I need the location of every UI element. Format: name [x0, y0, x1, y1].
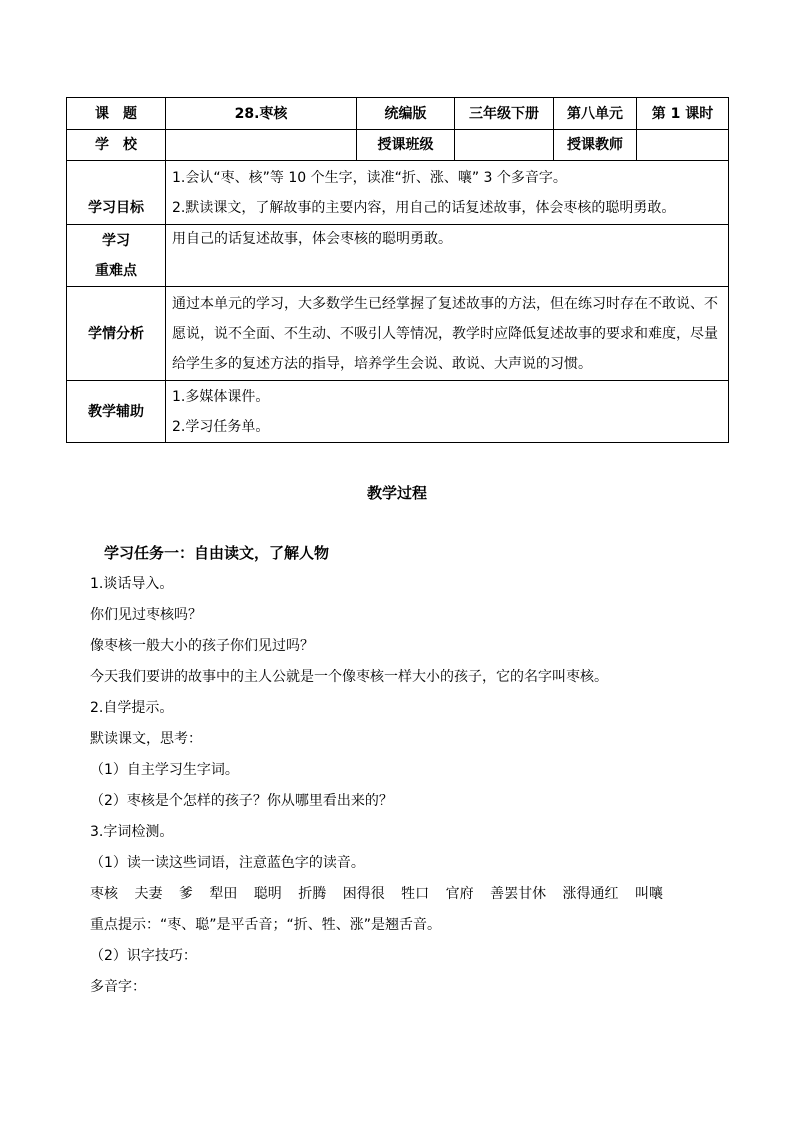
class-value [455, 130, 554, 161]
school-value [166, 130, 357, 161]
vocab-word: 官府 [445, 886, 474, 902]
aids-label: 教学辅助 [67, 381, 166, 443]
table-row-aids [67, 381, 729, 443]
unit-cell: 第八单元 [554, 98, 637, 130]
analysis-content [166, 287, 729, 381]
aids-content [166, 381, 729, 443]
analysis-label: 学情分析 [67, 287, 166, 381]
goal-item: 1.会认“枣、核”等 10 个生字，读准“折、涨、嚷” 3 个多音字。 [172, 169, 567, 186]
paragraph: 像枣核一般大小的孩子你们见过吗？ [90, 638, 314, 654]
aid-item: 2.学习任务单。 [172, 418, 270, 435]
key-points-label [67, 225, 166, 287]
process-title: 教学过程 [366, 484, 427, 502]
vocab-word: 涨得通红 [562, 886, 619, 902]
table-row-title [67, 98, 729, 130]
paragraph: 3.字词检测。 [90, 824, 174, 840]
analysis-line: 通过本单元的学习，大多数学生已经掌握了复述故事的方法，但在练习时存在不敢说、不 [172, 295, 718, 312]
paragraph: 重点提示：“枣、聪”是平舌音；“折、牲、涨”是翘舌音。 [90, 917, 442, 933]
key-points-text: 用自己的话复述故事，体会枣核的聪明勇敢。 [166, 225, 729, 287]
paragraph: （2）枣核是个怎样的孩子？你从哪里看出来的？ [90, 793, 393, 809]
paragraph: （2）识字技巧： [90, 948, 197, 964]
aid-item: 1.多媒体课件。 [172, 388, 270, 405]
task-heading: 学习任务一：自由读文，了解人物 [104, 544, 330, 562]
vocab-word: 牲口 [401, 886, 430, 902]
paragraph: 多音字： [90, 979, 146, 995]
key-points-label-line2: 重难点 [95, 262, 137, 279]
vocab-word: 困得很 [342, 886, 385, 902]
teacher-label: 授课教师 [554, 130, 637, 161]
lesson-title: 28.枣核 [166, 98, 357, 130]
paragraph: （1）读一读这些词语，注意蓝色字的读音。 [90, 855, 365, 871]
analysis-line: 愿说，说不全面、不生动、不吸引人等情况，教学时应降低复述故事的要求和难度，尽量 [172, 325, 718, 342]
lesson-info-table [66, 97, 729, 443]
paragraph: 今天我们要讲的故事中的主人公就是一个像枣核一样大小的孩子，它的名字叫枣核。 [90, 669, 608, 685]
table-row-analysis [67, 287, 729, 381]
grade-cell: 三年级下册 [455, 98, 554, 130]
paragraph: （1）自主学习生字词。 [90, 762, 239, 778]
vocab-word: 枣核 [90, 886, 118, 902]
school-label: 学 校 [67, 130, 166, 161]
vocab-word: 折腾 [298, 886, 327, 902]
vocab-word: 爹 [178, 886, 193, 902]
goals-label: 学习目标 [67, 161, 166, 225]
analysis-line: 给学生多的复述方法的指导，培养学生会说、敢说、大声说的习惯。 [172, 355, 592, 372]
goals-content [166, 161, 729, 225]
goal-item: 2.默读课文，了解故事的主要内容，用自己的话复述故事，体会枣核的聪明勇敢。 [172, 199, 676, 216]
class-label: 授课班级 [357, 130, 455, 161]
edition-cell: 统编版 [357, 98, 455, 130]
table-row-key-points [67, 225, 729, 287]
paragraph: 你们见过枣核吗？ [90, 607, 202, 623]
vocab-word: 善罢甘休 [490, 886, 547, 902]
key-points-label-line1: 学习 [102, 232, 130, 249]
table-row-school [67, 130, 729, 161]
vocab-word: 聪明 [253, 886, 282, 902]
teacher-value [637, 130, 729, 161]
topic-label: 课 题 [67, 98, 166, 130]
table-row-goals [67, 161, 729, 225]
paragraph: 默读课文，思考： [90, 731, 202, 747]
vocab-word: 犁田 [209, 886, 238, 902]
vocabulary-list [90, 879, 730, 910]
vocab-word: 叫嚷 [634, 886, 663, 902]
process-body [90, 538, 730, 1003]
paragraph: 2.自学提示。 [90, 700, 174, 716]
vocab-word: 夫妻 [134, 886, 163, 902]
paragraph: 1.谈话导入。 [90, 576, 174, 592]
period-cell: 第 1 课时 [637, 98, 729, 130]
